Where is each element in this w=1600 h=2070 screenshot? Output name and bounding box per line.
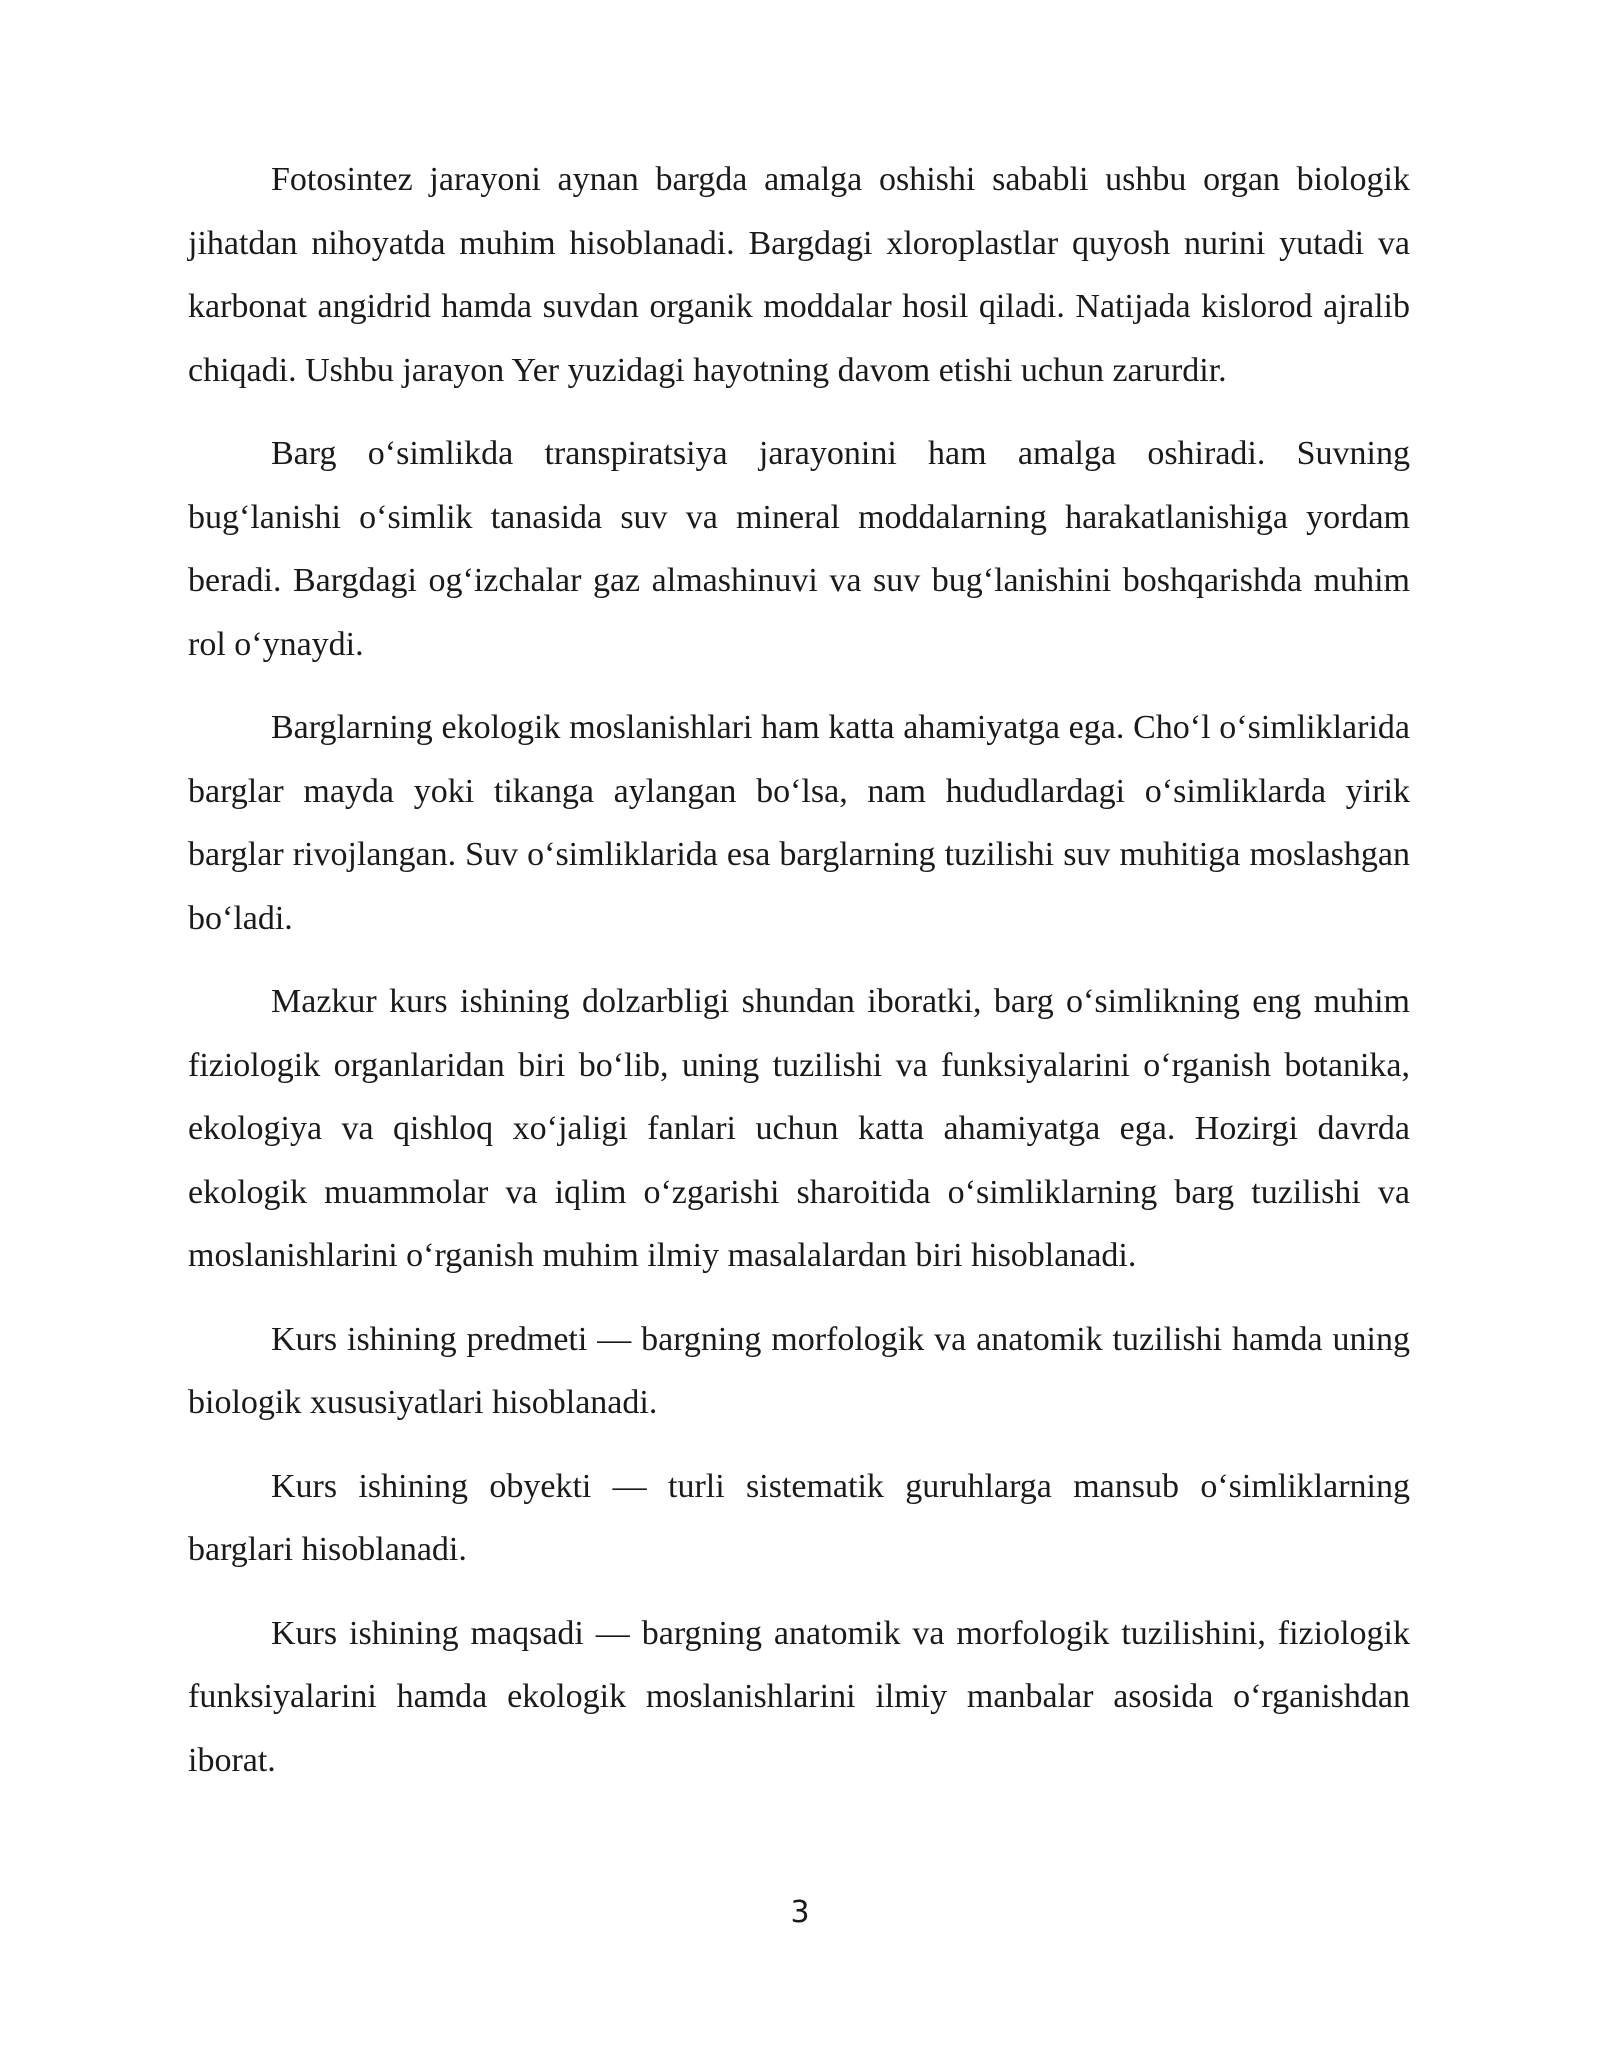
paragraph-object: Kurs ishining obyekti — turli sistematik guruhlarga mansub o‘simliklarning barglari hisoblanadi. [188,1467,1410,1568]
paragraph-relevance: Mazkur kurs ishining dolzarbligi shundan iboratki, barg o‘simlikning eng muhim fiziologik organlaridan biri bo‘lib, uning tuzilishi va funksiyalarini o‘rganish botanika, ekologiya va qishloq xo‘jaligi fanlari uchun katta ahamiyatga ega. Hozirgi davrda ekologik muammolar va iqlim o‘zgarishi sharoitida o‘simliklarning barg tuzilishi va moslanishlarini o‘rganish muhim ilmiy masalalardan biri hisoblanadi. [188,983,1410,1274]
body-text [188,148,1410,1812]
paragraph-transpiration: Barg o‘simlikda transpiratsiya jarayonini ham amalga oshiradi. Suvning bug‘lanishi o‘simlik tanasida suv va mineral moddalarning harakatlanishiga yordam beradi. Bargdagi og‘izchalar gaz almashinuvi va suv bug‘lanishini boshqarishda muhim rol o‘ynaydi. [188,435,1410,663]
paragraph-goal: Kurs ishining maqsadi — bargning anatomik va morfologik tuzilishini, fiziologik funksiyalarini hamda ekologik moslanishlarini ilmiy manbalar asosida o‘rganishdan iborat. [188,1614,1410,1779]
paragraph-ecological-adaptations: Barglarning ekologik moslanishlari ham katta ahamiyatga ega. Cho‘l o‘simliklarida barglar mayda yoki tikanga aylangan bo‘lsa, nam hududlardagi o‘simliklarda yirik barglar rivojlangan. Suv o‘simliklarida esa barglarning tuzilishi suv muhitiga moslashgan bo‘ladi. [188,709,1410,937]
page-number: 3 [790,1895,810,1930]
paragraph-photosynthesis: Fotosintez jarayoni aynan bargda amalga oshishi sababli ushbu organ biologik jihatdan nihoyatda muhim hisoblanadi. Bargdagi xloroplastlar quyosh nurini yutadi va karbonat angidrid hamda suvdan organik moddalar hosil qiladi. Natijada kislorod ajralib chiqadi. Ushbu jarayon Yer yuzidagi hayotning davom etishi uchun zarurdir. [188,161,1410,389]
paragraph-subject: Kurs ishining predmeti — bargning morfologik va anatomik tuzilishi hamda uning biologik xususiyatlari hisoblanadi. [188,1320,1410,1421]
